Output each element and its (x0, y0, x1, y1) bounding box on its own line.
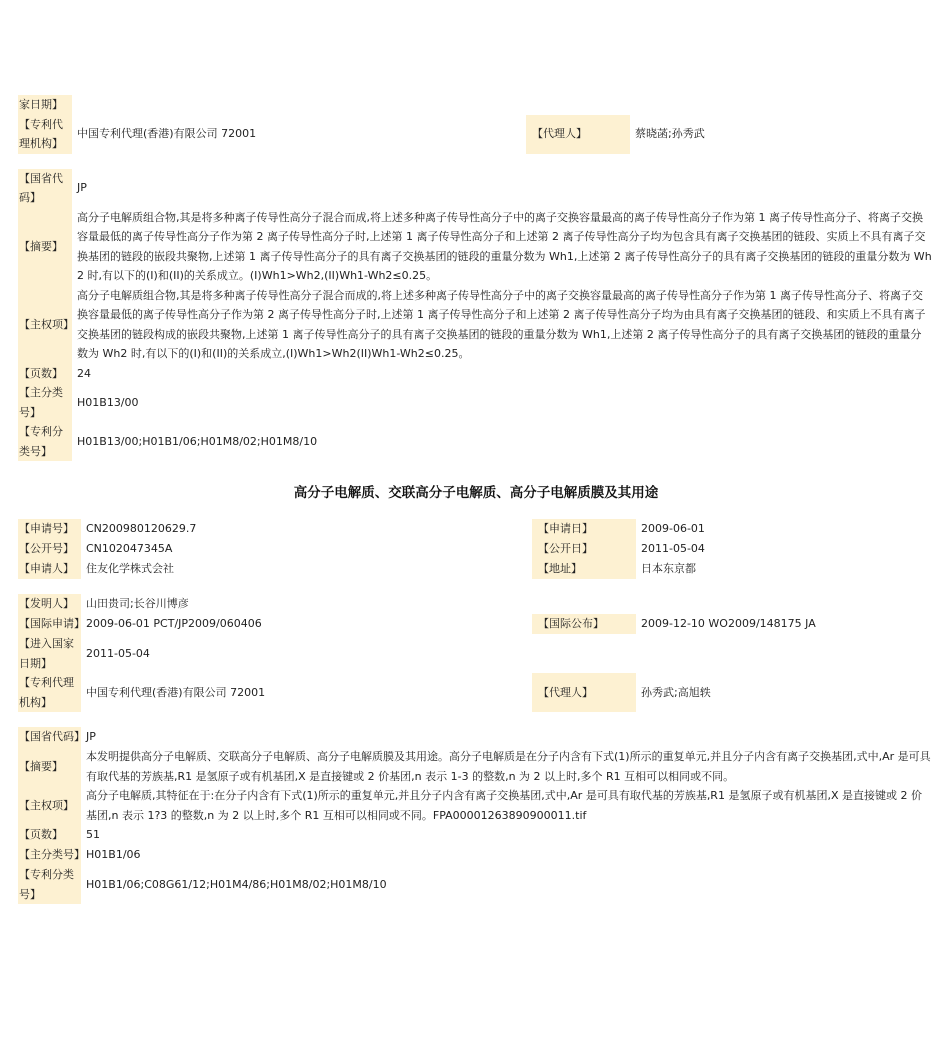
field-value-main-class: H01B13/00 (77, 395, 139, 409)
row-gap (18, 712, 934, 727)
patent-sheet (18, 95, 934, 904)
field-value-pub-date: 2011-05-04 (641, 542, 705, 556)
field-label-natl-date: 家日期】 (18, 95, 72, 115)
field-label-address: 【地址】 (532, 559, 636, 579)
field-label-country: 【国省代码】 (18, 169, 72, 208)
field-value-classes: H01B13/00;H01B1/06;H01M8/02;H01M8/10 (77, 434, 318, 448)
field-label-abstract: 【摘要】 (18, 208, 72, 286)
field-value-intl-app: 2009-06-01 PCT/JP2009/060406 (86, 617, 262, 631)
field-value-claim: 高分子电解质,其特征在于:在分子内含有下式(1)所示的重复单元,并且分子内含有离子交换基团,式中,Ar 是可具有取代基的芳族基,R1 是氢原子或有机基团,X 是直接键或 2 价基团,n 表示 1?3 的整数,n 为 2 以上时,多个 R1 互相可以相同或不同。FPA00001263890900011.tif (86, 789, 922, 822)
field-value-natl-date: 2011-05-04 (86, 646, 150, 660)
patent-record-1 (18, 95, 934, 461)
field-label-main-class: 【主分类号】 (18, 383, 72, 422)
field-label-country: 【国省代码】 (18, 727, 81, 747)
field-value-classes: H01B1/06;C08G61/12;H01M4/86;H01M8/02;H01M8/10 (86, 877, 387, 891)
field-value-pub-no: CN102047345A (86, 542, 173, 556)
field-label-natl-date: 【进入国家日期】 (18, 634, 81, 673)
patent-record-2 (18, 519, 934, 904)
field-value-abstract: 高分子电解质组合物,其是将多种离子传导性高分子混合而成,将上述多种离子传导性高分子中的离子交换容量最高的离子传导性高分子作为第 1 离子传导性高分子、将离子交换容量最低的离子传导性高分子作为第 2 离子传导性高分子时,上述第 1 离子传导性高分子和上述第 2 离子传导性高分子均为包含具有离子交换基团的链段、实质上不具有离子交换基团的链段的嵌段共聚物,上述第 1 离子传导性高分子的具有离子交换基团的链段的重量分数为 Wh1,上述第 2 离子传导性高分子的具有离子交换基团的链段的重量分数为 Wh2 时,有以下的(I)和(II)的关系成立。(I)Wh1>Wh2,(II)Wh1-Wh2≤0.25。 (77, 210, 932, 282)
field-value-natl-date (72, 95, 934, 115)
field-value-agent: 蔡晓菡;孙秀武 (635, 127, 705, 141)
field-value-pages: 51 (86, 828, 100, 842)
row-gap (18, 579, 934, 594)
field-value-app-date: 2009-06-01 (641, 522, 705, 536)
field-label-intl-app: 【国际申请】 (18, 614, 81, 634)
field-value-applicant: 住友化学株式会社 (86, 562, 174, 576)
field-value-agency: 中国专利代理(香港)有限公司 72001 (86, 685, 266, 699)
field-value-address: 日本东京都 (641, 562, 696, 576)
field-label-applicant: 【申请人】 (18, 559, 81, 579)
field-label-agency: 【专利代理机构】 (18, 673, 81, 712)
field-label-pub-no: 【公开号】 (18, 539, 81, 559)
field-value-inventor: 山田贵司;长谷川博彦 (86, 597, 189, 611)
field-value-intl-pub: 2009-12-10 WO2009/148175 JA (641, 617, 816, 631)
field-value-abstract: 本发明提供高分子电解质、交联高分子电解质、高分子电解质膜及其用途。高分子电解质是在分子内含有下式(1)所示的重复单元,并且分子内含有离子交换基团,式中,Ar 是可具有取代基的芳族基,R1 是氢原子或有机基团,X 是直接键或 2 价基团,n 表示 1-3 的整数,n 为 2 以上时,多个 R1 互相可以相同或不同。 (86, 750, 931, 783)
field-label-pages: 【页数】 (18, 364, 72, 384)
field-label-agent: 【代理人】 (526, 115, 630, 154)
field-label-abstract: 【摘要】 (18, 747, 81, 786)
field-value-main-class: H01B1/06 (86, 848, 141, 862)
field-value-agent: 孙秀武;高旭轶 (641, 685, 711, 699)
field-label-classes: 【专利分类号】 (18, 422, 72, 461)
field-label-intl-pub: 【国际公布】 (532, 614, 636, 634)
field-label-main-class: 【主分类号】 (18, 845, 81, 865)
field-value-agency: 中国专利代理(香港)有限公司 72001 (77, 127, 257, 141)
field-label-inventor: 【发明人】 (18, 594, 81, 614)
row-gap (18, 154, 934, 169)
field-label-app-date: 【申请日】 (532, 519, 636, 539)
field-label-claim: 【主权项】 (18, 786, 81, 825)
field-value-country: JP (77, 181, 87, 195)
field-value-claim: 高分子电解质组合物,其是将多种离子传导性高分子混合而成的,将上述多种离子传导性高分子中的离子交换容量最高的离子传导性高分子作为第 1 离子传导性高分子、将离子交换容量最低的离子传导性高分子作为第 2 离子传导性高分子时,上述第 1 离子传导性高分子和上述第 2 离子传导性高分子均为由具有离子交换基团的链段、和实质上不具有离子交换基团的链段构成的嵌段共聚物,上述第 1 离子传导性高分子的具有离子交换基团的链段的重量分数为 Wh1,上述第 2 离子传导性高分子的具有离子交换基团的链段的重量分数为 Wh2 时,有以下的(I)和(II)的关系成立,(I)Wh1>Wh2(II)Wh1-Wh2≤0.25。 (77, 288, 926, 360)
field-label-app-no: 【申请号】 (18, 519, 81, 539)
field-label-classes: 【专利分类号】 (18, 865, 81, 904)
field-label-agent: 【代理人】 (532, 673, 636, 712)
field-value-app-no: CN200980120629.7 (86, 522, 197, 536)
field-label-claim: 【主权项】 (18, 286, 72, 364)
patent-title: 高分子电解质、交联高分子电解质、高分子电解质膜及其用途 (293, 485, 659, 501)
field-label-pub-date: 【公开日】 (532, 539, 636, 559)
field-label-agency: 【专利代理机构】 (18, 115, 72, 154)
field-label-pages: 【页数】 (18, 825, 81, 845)
field-value-pages: 24 (77, 366, 91, 380)
field-value-country: JP (86, 730, 96, 744)
